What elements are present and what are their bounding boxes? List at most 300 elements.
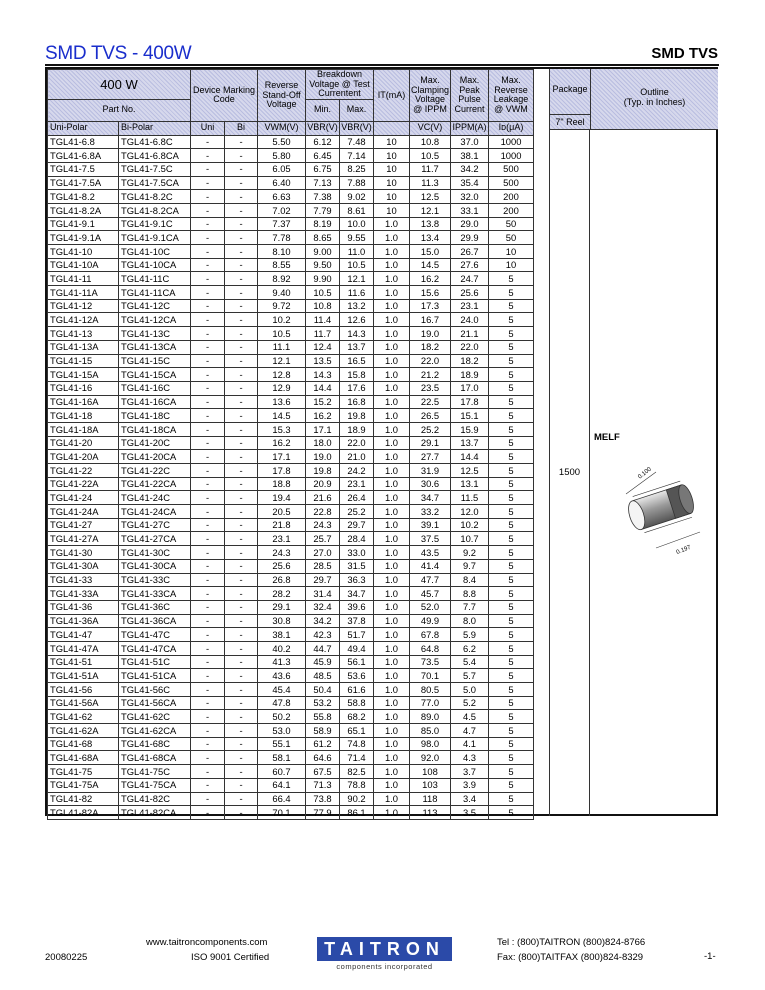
vc-cell: 12.5 [410,190,451,204]
bi-part-cell: TGL41-18C [119,409,191,423]
uni-part-cell: TGL41-75A [48,778,119,792]
vc-cell: 77.0 [410,696,451,710]
it-cell: 1.0 [374,327,410,341]
bi-part-cell: TGL41-30CA [119,559,191,573]
vbr-max-cell: 51.7 [340,628,374,642]
ir-cell: 5 [489,600,534,614]
vbr-max-cell: 16.8 [340,395,374,409]
uni-marking-cell: - [191,286,225,300]
vwm-cell: 10.2 [258,313,306,327]
vbr-max-cell: 49.4 [340,641,374,655]
ippm-cell: 21.1 [451,327,489,341]
device-marking-header: Device Marking Code [191,70,258,122]
it-cell: 1.0 [374,340,410,354]
melf-label: MELF [594,432,620,443]
it-cell: 1.0 [374,751,410,765]
vwm-cell: 40.2 [258,641,306,655]
vc-cell: 67.8 [410,628,451,642]
bi-part-cell: TGL41-75CA [119,778,191,792]
bi-part-cell: TGL41-15C [119,354,191,368]
bi-marking-cell: - [225,409,258,423]
uni-marking-cell: - [191,231,225,245]
uni-marking-cell: - [191,505,225,519]
uni-marking-cell: - [191,765,225,779]
uni-part-cell: TGL41-22A [48,477,119,491]
bi-marking-cell: - [225,368,258,382]
uni-part-cell: TGL41-13A [48,340,119,354]
vc-cell: 10.8 [410,135,451,149]
spec-rows [48,135,534,819]
vwm-cell: 64.1 [258,778,306,792]
bi-marking-cell: - [225,641,258,655]
package-label: Package [552,84,588,94]
bi-header: Bi [225,121,258,135]
vbr-max-cell: 37.8 [340,614,374,628]
ippm-cell: 18.2 [451,354,489,368]
vbr-max-cell: 78.8 [340,778,374,792]
bi-marking-cell: - [225,614,258,628]
bi-part-cell: TGL41-9.1CA [119,231,191,245]
vbr-min-cell: 64.6 [306,751,340,765]
bi-marking-cell: - [225,751,258,765]
vbr-min-cell: 6.75 [306,162,340,176]
table-row [48,532,534,546]
bi-marking-cell: - [225,176,258,190]
table-row [48,381,534,395]
table-row [48,409,534,423]
table-row [48,436,534,450]
bi-part-cell: TGL41-15CA [119,368,191,382]
vbr-min-cell: 17.1 [306,422,340,436]
vwm-cell: 45.4 [258,683,306,697]
ippm-cell: 23.1 [451,299,489,313]
ir-cell: 50 [489,231,534,245]
table-row [48,628,534,642]
bi-part-cell: TGL41-10CA [119,258,191,272]
it-cell: 1.0 [374,587,410,601]
vwm-cell: 41.3 [258,655,306,669]
uni-part-cell: TGL41-8.2A [48,203,119,217]
it-cell: 1.0 [374,737,410,751]
vc-cell: 30.6 [410,477,451,491]
ippm-cell: 9.7 [451,559,489,573]
it-cell: 1.0 [374,669,410,683]
vc-cell: 33.2 [410,505,451,519]
it-cell: 1.0 [374,806,410,820]
ir-cell: 5 [489,806,534,820]
bi-part-cell: TGL41-33C [119,573,191,587]
vbr-max-cell: 56.1 [340,655,374,669]
vwm-cell: 25.6 [258,559,306,573]
vbr-max-cell: 8.25 [340,162,374,176]
uni-marking-cell: - [191,724,225,738]
uni-part-cell: TGL41-11 [48,272,119,286]
uni-marking-cell: - [191,655,225,669]
uni-part-cell: TGL41-7.5 [48,162,119,176]
vbr-min-cell: 13.5 [306,354,340,368]
uni-marking-cell: - [191,628,225,642]
vwm-cell: 12.8 [258,368,306,382]
vwm-cell: 47.8 [258,696,306,710]
ir-cell: 5 [489,313,534,327]
vwm-cell: 5.80 [258,149,306,163]
vbr-min-cell: 9.90 [306,272,340,286]
vbr-max-cell: 28.4 [340,532,374,546]
vwm-cell: 20.5 [258,505,306,519]
ir-cell: 50 [489,217,534,231]
vwm-cell: 58.1 [258,751,306,765]
vbr-min-cell: 58.9 [306,724,340,738]
it-cell: 10 [374,149,410,163]
vbr-min-cell: 27.0 [306,546,340,560]
vwm-cell: 43.6 [258,669,306,683]
ir-cell: 5 [489,491,534,505]
table-row [48,778,534,792]
uni-marking-cell: - [191,340,225,354]
table-row [48,354,534,368]
bi-part-cell: TGL41-24C [119,491,191,505]
bi-marking-cell: - [225,765,258,779]
table-row [48,710,534,724]
vc-cell: 10.5 [410,149,451,163]
vbr-min-cell: 34.2 [306,614,340,628]
bi-marking-cell: - [225,299,258,313]
ippm-unit: IPPM(A) [451,121,489,135]
uni-part-cell: TGL41-9.1 [48,217,119,231]
spec-table [47,69,534,820]
outline-label: Outline [640,87,669,97]
uni-part-cell: TGL41-24 [48,491,119,505]
ippm-cell: 5.4 [451,655,489,669]
breakdown-header: Breakdown Voltage @ Test Currentent [306,70,374,100]
bi-marking-cell: - [225,696,258,710]
vc-cell: 13.8 [410,217,451,231]
vc-cell: 73.5 [410,655,451,669]
vbr-min-cell: 8.19 [306,217,340,231]
vwm-cell: 9.40 [258,286,306,300]
ir-cell: 5 [489,614,534,628]
it-cell: 1.0 [374,573,410,587]
it-cell: 1.0 [374,368,410,382]
vbr-max-cell: 68.2 [340,710,374,724]
ippm-cell: 6.2 [451,641,489,655]
vbr-min-cell: 11.7 [306,327,340,341]
vbr-min-cell: 19.8 [306,464,340,478]
vbr-min-cell: 45.9 [306,655,340,669]
ippm-cell: 37.0 [451,135,489,149]
table-row [48,669,534,683]
vwm-cell: 10.5 [258,327,306,341]
bi-marking-cell: - [225,628,258,642]
vwm-cell: 55.1 [258,737,306,751]
melf-drawing [590,430,718,570]
vbr-max-cell: 11.0 [340,245,374,259]
uni-header: Uni [191,121,225,135]
uni-part-cell: TGL41-7.5A [48,176,119,190]
bi-part-cell: TGL41-16C [119,381,191,395]
vbr-min-cell: 24.3 [306,518,340,532]
vbr-max-unit: VBR(V) [340,121,374,135]
reel-header [549,115,590,130]
bi-marking-cell: - [225,272,258,286]
bi-part-cell: TGL41-47C [119,628,191,642]
it-cell: 1.0 [374,258,410,272]
vc-cell: 70.1 [410,669,451,683]
vbr-min-cell: 32.4 [306,600,340,614]
bi-part-cell: TGL41-62C [119,710,191,724]
vc-cell: 29.1 [410,436,451,450]
uni-marking-cell: - [191,422,225,436]
vc-cell: 45.7 [410,587,451,601]
bi-part-cell: TGL41-10C [119,245,191,259]
ippm-cell: 17.0 [451,381,489,395]
max-header: Max. [340,99,374,121]
footer-website[interactable]: www.taitroncomponents.com [146,937,268,948]
reel-label: 7" Reel [555,117,585,127]
ir-cell: 5 [489,409,534,423]
bi-part-cell: TGL41-62CA [119,724,191,738]
vbr-min-cell: 9.50 [306,258,340,272]
dim-length: 0.197 [675,544,692,556]
bi-part-cell: TGL41-36CA [119,614,191,628]
table-row [48,696,534,710]
vwm-cell: 15.3 [258,422,306,436]
bi-marking-cell: - [225,806,258,820]
vbr-min-cell: 31.4 [306,587,340,601]
vbr-min-cell: 19.0 [306,450,340,464]
it-cell: 1.0 [374,683,410,697]
uni-marking-cell: - [191,614,225,628]
bi-part-cell: TGL41-13CA [119,340,191,354]
vc-cell: 25.2 [410,422,451,436]
vwm-cell: 28.2 [258,587,306,601]
it-cell: 1.0 [374,436,410,450]
package-quantity: 1500 [558,467,581,478]
table-row [48,614,534,628]
uni-part-cell: TGL41-27A [48,532,119,546]
uni-part-cell: TGL41-75 [48,765,119,779]
vbr-max-cell: 24.2 [340,464,374,478]
vbr-min-cell: 61.2 [306,737,340,751]
vwm-cell: 30.8 [258,614,306,628]
ippm-cell: 5.9 [451,628,489,642]
it-cell: 1.0 [374,231,410,245]
ir-cell: 200 [489,190,534,204]
vbr-max-cell: 8.61 [340,203,374,217]
bi-marking-cell: - [225,217,258,231]
vc-cell: 64.8 [410,641,451,655]
uni-marking-cell: - [191,737,225,751]
ippm-cell: 10.7 [451,532,489,546]
it-cell: 1.0 [374,696,410,710]
it-cell: 1.0 [374,641,410,655]
bi-marking-cell: - [225,340,258,354]
uni-marking-cell: - [191,313,225,327]
uni-marking-cell: - [191,299,225,313]
vwm-cell: 12.1 [258,354,306,368]
vc-cell: 98.0 [410,737,451,751]
uni-part-cell: TGL41-6.8A [48,149,119,163]
bi-marking-cell: - [225,190,258,204]
vbr-max-cell: 10.0 [340,217,374,231]
uni-part-cell: TGL41-82 [48,792,119,806]
vwm-cell: 8.10 [258,245,306,259]
vbr-min-cell: 28.5 [306,559,340,573]
vbr-min-cell: 9.00 [306,245,340,259]
vwm-cell: 70.1 [258,806,306,820]
uni-part-cell: TGL41-36A [48,614,119,628]
vbr-max-cell: 33.0 [340,546,374,560]
it-cell: 1.0 [374,491,410,505]
ippm-cell: 24.0 [451,313,489,327]
ippm-cell: 4.3 [451,751,489,765]
taitron-logo: TAITRON [317,937,452,961]
part-no-header: Part No. [48,99,191,121]
ir-cell: 5 [489,765,534,779]
vwm-cell: 16.2 [258,436,306,450]
bi-marking-cell: - [225,546,258,560]
vwm-unit: VWM(V) [258,121,306,135]
vbr-max-cell: 86.1 [340,806,374,820]
ir-cell: 500 [489,176,534,190]
vbr-max-cell: 82.5 [340,765,374,779]
bi-marking-cell: - [225,422,258,436]
bi-marking-cell: - [225,792,258,806]
vbr-max-cell: 61.6 [340,683,374,697]
ir-cell: 5 [489,628,534,642]
ippm-cell: 8.0 [451,614,489,628]
bi-part-cell: TGL41-20CA [119,450,191,464]
table-row [48,217,534,231]
vbr-min-cell: 14.3 [306,368,340,382]
bi-part-cell: TGL41-24CA [119,505,191,519]
bi-part-cell: TGL41-22CA [119,477,191,491]
uni-part-cell: TGL41-62 [48,710,119,724]
vwm-cell: 7.78 [258,231,306,245]
uni-marking-cell: - [191,409,225,423]
vwm-cell: 26.8 [258,573,306,587]
it-cell: 1.0 [374,600,410,614]
uni-part-cell: TGL41-47A [48,641,119,655]
bi-part-cell: TGL41-12CA [119,313,191,327]
ir-cell: 5 [489,450,534,464]
bi-part-cell: TGL41-22C [119,464,191,478]
ir-cell: 5 [489,655,534,669]
min-header: Min. [306,99,340,121]
uni-marking-cell: - [191,258,225,272]
bi-part-cell: TGL41-7.5C [119,162,191,176]
vc-cell: 89.0 [410,710,451,724]
it-cell: 1.0 [374,477,410,491]
bi-part-cell: TGL41-11CA [119,286,191,300]
bi-part-cell: TGL41-36C [119,600,191,614]
ir-cell: 5 [489,751,534,765]
uni-marking-cell: - [191,491,225,505]
vbr-min-cell: 7.38 [306,190,340,204]
leak-header: Max. Reverse Leakage @ VWM [489,70,534,122]
vc-cell: 15.0 [410,245,451,259]
vbr-min-cell: 53.2 [306,696,340,710]
vc-cell: 80.5 [410,683,451,697]
uni-marking-cell: - [191,327,225,341]
it-cell: 1.0 [374,765,410,779]
uni-part-cell: TGL41-27 [48,518,119,532]
ir-cell: 5 [489,286,534,300]
uni-marking-cell: - [191,464,225,478]
series-title: SMD TVS [651,45,718,62]
package-header [549,69,590,115]
uni-part-cell: TGL41-56A [48,696,119,710]
vwm-cell: 11.1 [258,340,306,354]
ir-cell: 1000 [489,135,534,149]
bi-marking-cell: - [225,258,258,272]
bi-part-cell: TGL41-20C [119,436,191,450]
ippm-cell: 38.1 [451,149,489,163]
uni-marking-cell: - [191,600,225,614]
ir-cell: 500 [489,162,534,176]
vbr-max-cell: 12.1 [340,272,374,286]
ippm-cell: 3.9 [451,778,489,792]
table-row [48,368,534,382]
vwm-cell: 19.4 [258,491,306,505]
vbr-min-cell: 21.6 [306,491,340,505]
ir-cell: 5 [489,683,534,697]
ippm-cell: 5.7 [451,669,489,683]
ippm-cell: 35.4 [451,176,489,190]
bi-part-cell: TGL41-30C [119,546,191,560]
bi-marking-cell: - [225,135,258,149]
vc-cell: 52.0 [410,600,451,614]
vwm-cell: 7.37 [258,217,306,231]
footer-date: 20080225 [45,952,88,963]
bi-marking-cell: - [225,245,258,259]
table-row [48,203,534,217]
uni-marking-cell: - [191,751,225,765]
it-cell: 1.0 [374,422,410,436]
vbr-max-cell: 34.7 [340,587,374,601]
clamp-header: Max. Clamping Voltage @ IPPM [410,70,451,122]
bi-marking-cell: - [225,518,258,532]
bi-marking-cell: - [225,477,258,491]
bi-part-cell: TGL41-47CA [119,641,191,655]
vwm-cell: 6.40 [258,176,306,190]
ippm-cell: 34.2 [451,162,489,176]
bi-part-cell: TGL41-51CA [119,669,191,683]
uni-part-cell: TGL41-15 [48,354,119,368]
uni-part-cell: TGL41-18A [48,422,119,436]
vbr-min-cell: 50.4 [306,683,340,697]
uni-marking-cell: - [191,368,225,382]
table-row [48,313,534,327]
vbr-min-cell: 14.4 [306,381,340,395]
vbr-min-cell: 42.3 [306,628,340,642]
it-cell: 1.0 [374,546,410,560]
bi-marking-cell: - [225,450,258,464]
bi-part-cell: TGL41-9.1C [119,217,191,231]
it-cell: 1.0 [374,628,410,642]
vc-cell: 85.0 [410,724,451,738]
uni-marking-cell: - [191,149,225,163]
bi-part-cell: TGL41-82C [119,792,191,806]
bi-marking-cell: - [225,587,258,601]
uni-polar-header: Uni-Polar [48,121,119,135]
bi-marking-cell: - [225,669,258,683]
ir-cell: 5 [489,518,534,532]
bi-marking-cell: - [225,286,258,300]
vbr-max-cell: 36.3 [340,573,374,587]
vc-cell: 13.4 [410,231,451,245]
vc-cell: 22.5 [410,395,451,409]
